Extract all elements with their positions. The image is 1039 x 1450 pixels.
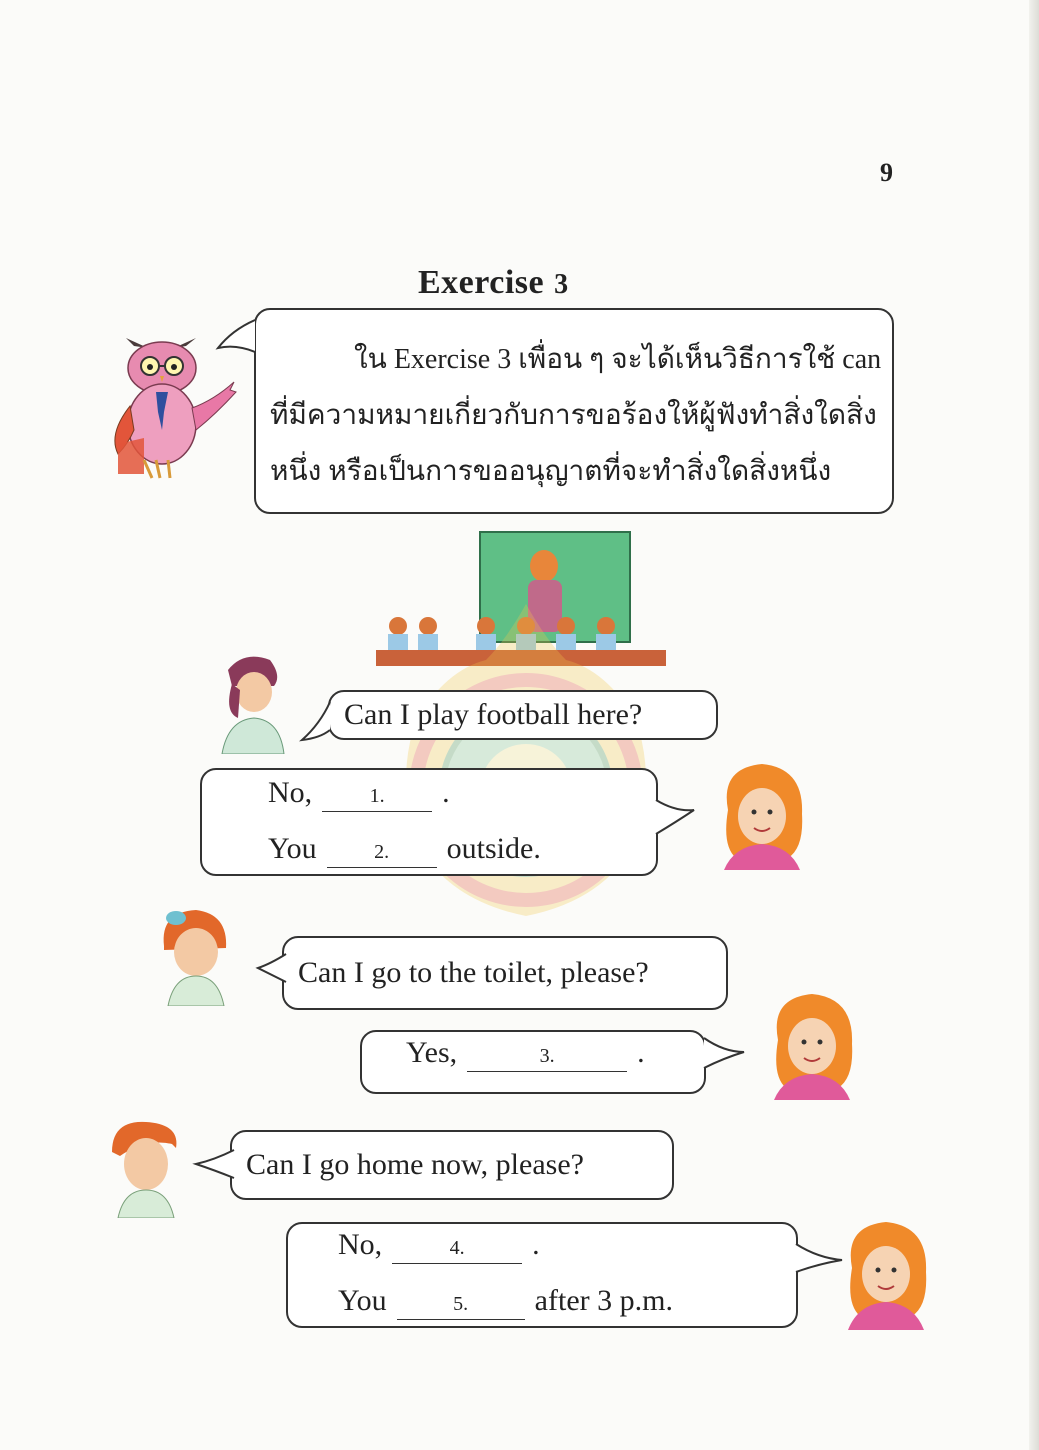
answer-suffix: outside. [446, 832, 541, 865]
answer-row [338, 1228, 796, 1284]
student-icon [154, 906, 236, 1006]
bubble-tail [300, 700, 334, 744]
answer-blank[interactable]: 5. [397, 1291, 525, 1320]
answer-prefix: No, [268, 776, 313, 809]
question-bubble [282, 936, 728, 1010]
bubble-tail [256, 952, 288, 986]
bubble-tail [794, 1240, 844, 1278]
student-icon [214, 650, 290, 754]
answer-bubble [200, 768, 658, 876]
bubble-tail [194, 1148, 236, 1182]
answer-prefix: You [268, 832, 317, 865]
answer-prefix: You [338, 1284, 387, 1317]
question-text: Can I go home now, please? [246, 1148, 584, 1181]
question-bubble [230, 1130, 674, 1200]
student-icon [106, 1118, 184, 1218]
page-title [418, 264, 569, 302]
answer-bubble [286, 1222, 798, 1328]
answer-suffix: . [532, 1228, 540, 1261]
teacher-face-icon [716, 760, 808, 870]
question-bubble [328, 690, 718, 740]
page-edge [1029, 0, 1039, 1450]
intro-line: ใน Exercise 3 เพื่อน ๆ จะได้เห็นวิธีการใช้ can [354, 344, 882, 375]
answer-row [406, 1036, 704, 1092]
answer-blank[interactable]: 3. [467, 1043, 627, 1072]
page-number: 9 [880, 158, 893, 187]
exercise-number: 3 [554, 269, 569, 300]
bubble-tail [702, 1034, 746, 1074]
answer-blank[interactable]: 2. [327, 839, 437, 868]
answer-row [338, 1284, 796, 1340]
answer-blank[interactable]: 4. [392, 1235, 522, 1264]
answer-row [268, 776, 656, 832]
teacher-face-icon [840, 1218, 932, 1330]
answer-prefix: No, [338, 1228, 383, 1261]
question-text: Can I go to the toilet, please? [298, 956, 649, 989]
answer-suffix: after 3 p.m. [534, 1284, 673, 1317]
bubble-tail [214, 318, 260, 364]
answer-prefix: Yes, [406, 1036, 458, 1069]
answer-row [268, 832, 656, 888]
question-text: Can I play football here? [344, 698, 643, 731]
intro-line: ที่มีความหมายเกี่ยวกับการขอร้องให้ผู้ฟังทำสิ่งใดสิ่ง [270, 400, 877, 431]
teacher-face-icon [766, 990, 858, 1100]
exercise-word: Exercise [418, 264, 545, 301]
intro-speech-bubble [254, 308, 894, 514]
answer-blank[interactable]: 1. [322, 783, 432, 812]
answer-suffix: . [637, 1036, 645, 1069]
answer-suffix: . [442, 776, 450, 809]
bubble-tail [654, 796, 698, 838]
intro-line: หนึ่ง หรือเป็นการขออนุญาตที่จะทำสิ่งใดสิ่งหนึ่ง [270, 456, 832, 487]
answer-bubble [360, 1030, 706, 1094]
